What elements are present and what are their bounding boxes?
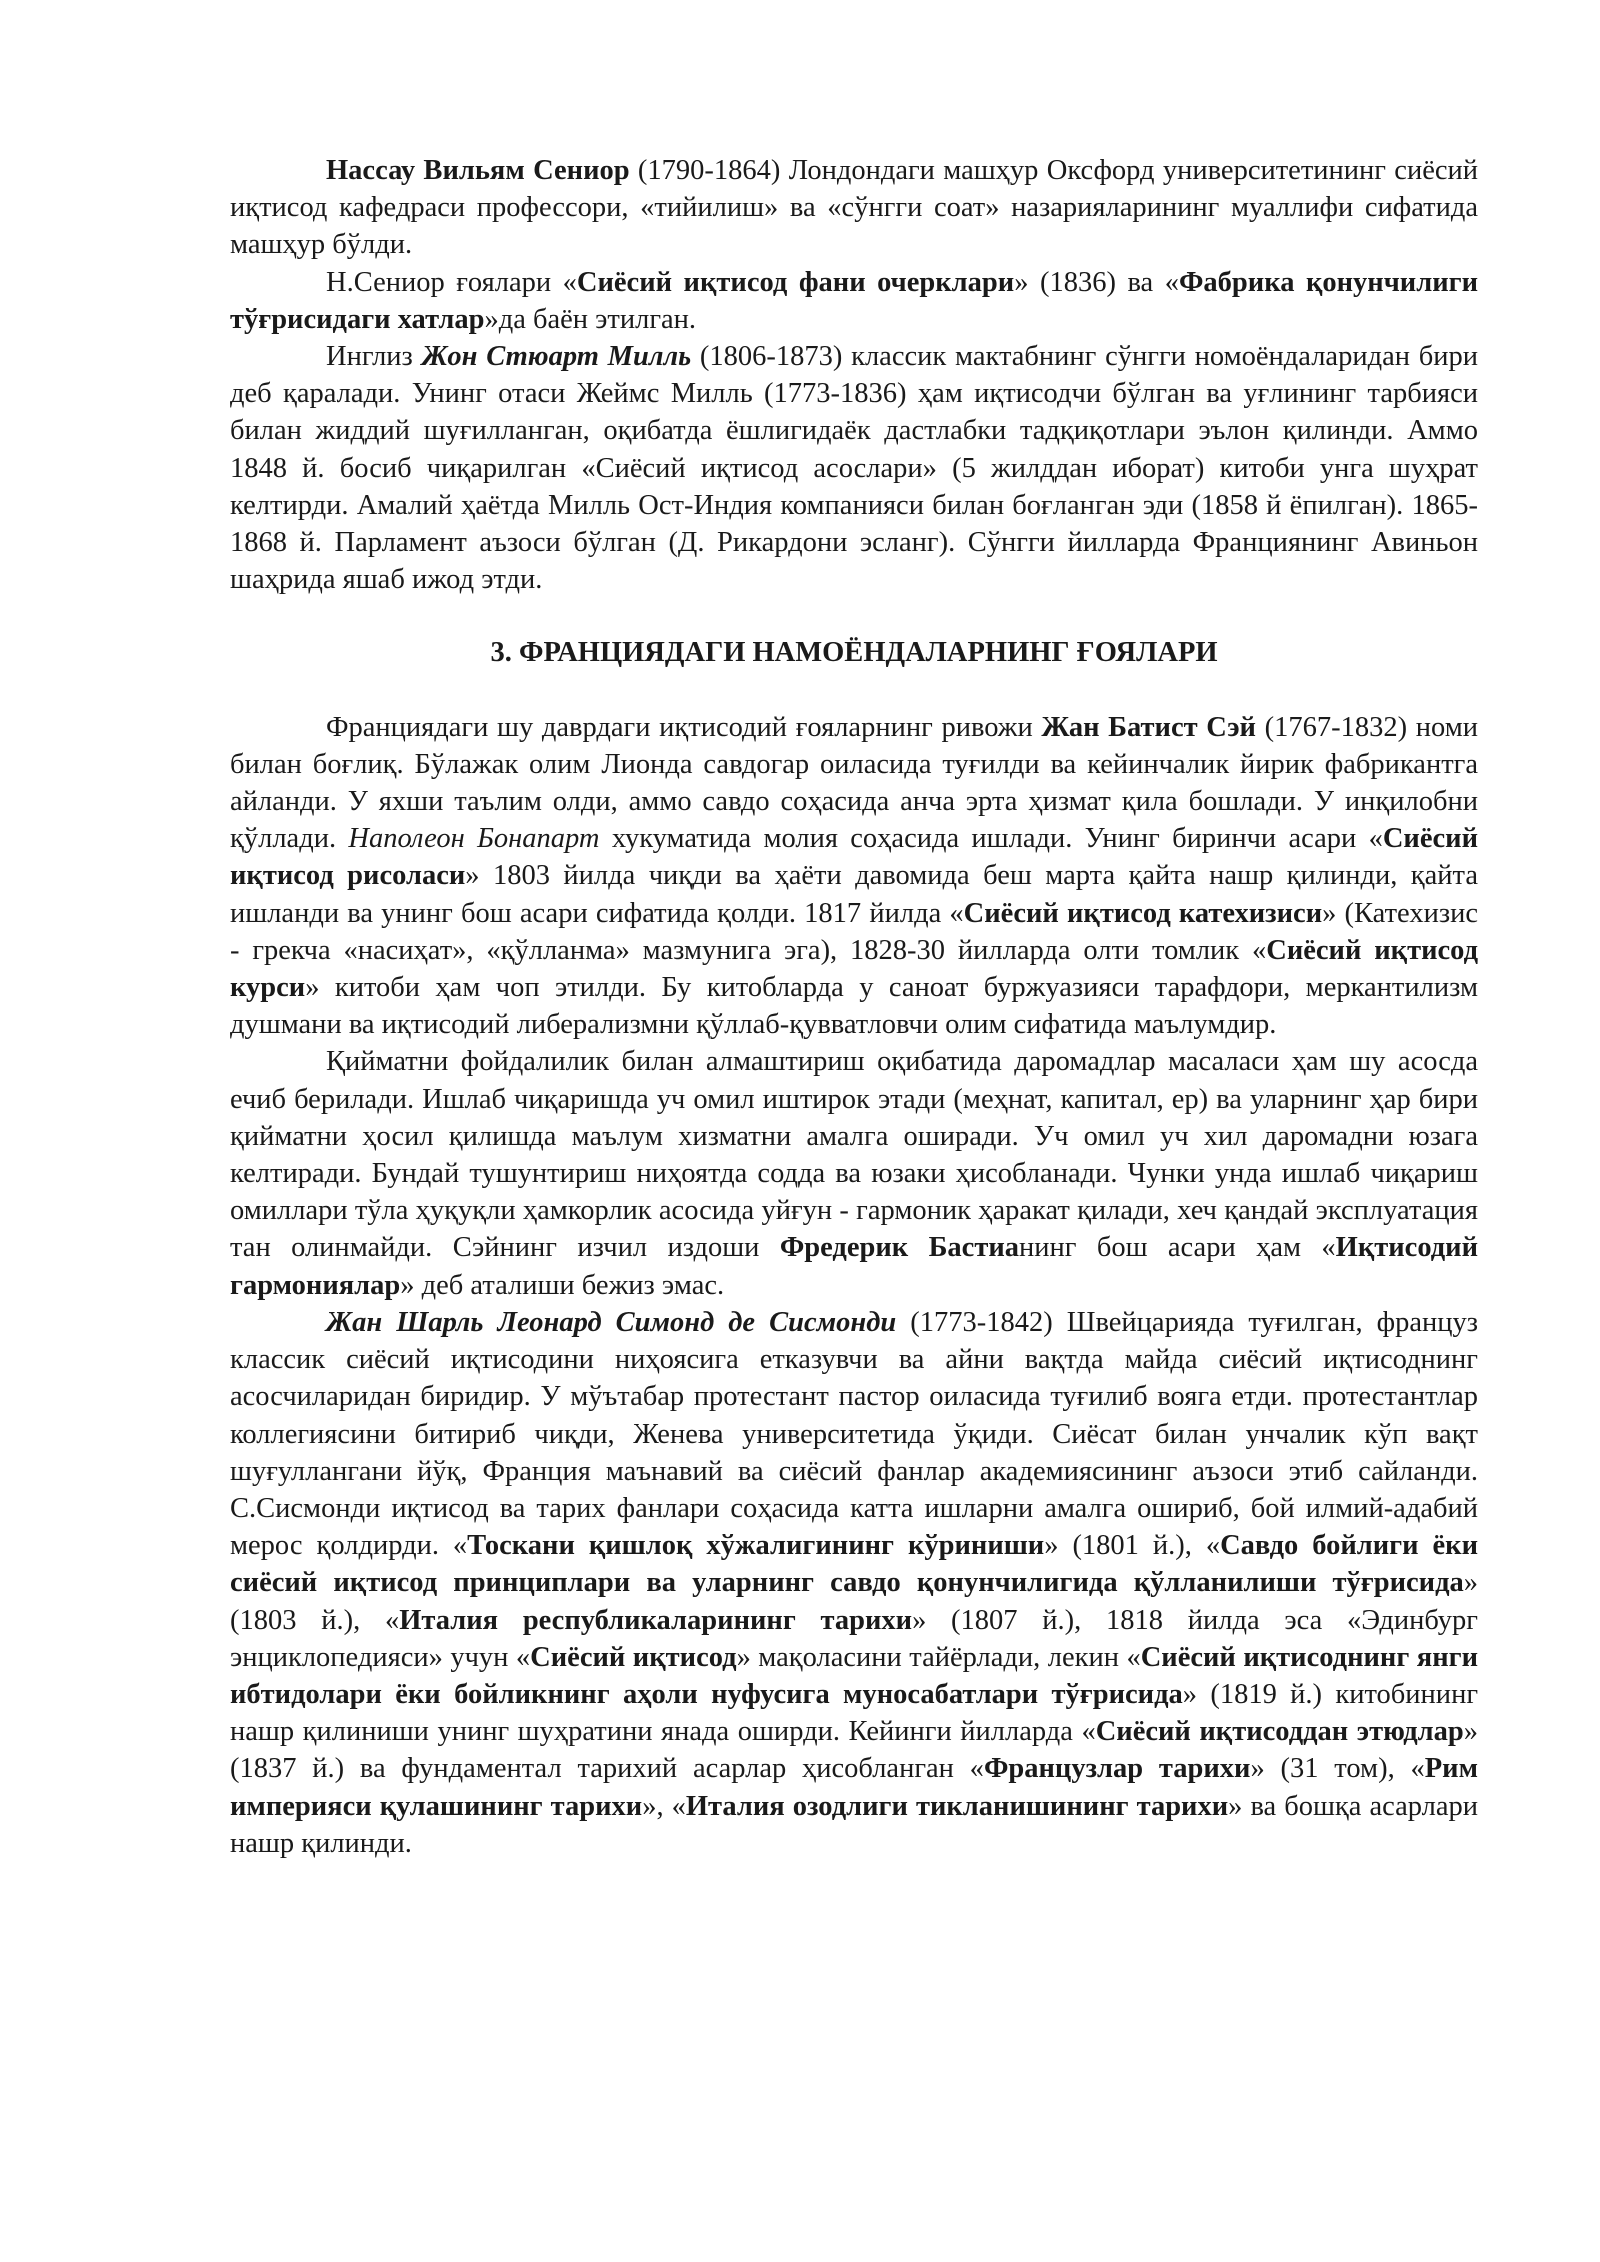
paragraph-p1 bbox=[230, 152, 1478, 264]
body-text: хукуматида молия соҳасида ишлади. Унинг биринчи асари « bbox=[599, 823, 1383, 855]
bold-term: Италия озодлиги тикланишининг тарихи bbox=[685, 1790, 1229, 1822]
body-text: » китоби ҳам чоп этилди. Бу китобларда у саноат буржуазияси тарафдори, меркантилизм душмани ва иқтисодий либерализмни қўллаб-қувватловчи олим сифатида маълумдир. bbox=[230, 972, 1478, 1041]
document-page bbox=[230, 152, 1478, 1862]
bold-term: Иқтисодий гармониялар bbox=[230, 1232, 1479, 1301]
body-text: Инглиз bbox=[326, 341, 422, 373]
section-heading: 3. ФРАНЦИЯДАГИ НАМОЁНДАЛАРНИНГ ҒОЯЛАРИ bbox=[490, 637, 1218, 669]
bold-italic-name bbox=[326, 1307, 896, 1338]
body-text: » (1837 й.) ва фундаментал тарихий асарлар ҳисобланган « bbox=[230, 1716, 1478, 1785]
paragraph-p2 bbox=[230, 264, 1478, 338]
bold-term: Сиёсий иқтисод рисоласи bbox=[230, 823, 1478, 892]
bold-term: Сиёсий иқтисод bbox=[530, 1641, 737, 1673]
emphasis-text: Жон Стюарт Милль bbox=[421, 341, 692, 373]
emphasis-text: Жан Шарль Леонард Симонд де Сисмонди bbox=[326, 1306, 897, 1338]
bold-term: Фабрика қонунчилиги тўғрисидаги хатлар bbox=[230, 266, 1478, 335]
body-text: » (Катехизис - грекча «насиҳат», «қўлланма» мазмунига эга), 1828-30 йилларда олти томлик « bbox=[230, 897, 1478, 966]
body-text: » (1803 й.), « bbox=[230, 1567, 1478, 1636]
bold-term: Сиёсий иқтисод фани очерклари bbox=[576, 266, 1015, 298]
body-text: нинг бош асари ҳам « bbox=[1019, 1232, 1336, 1264]
paragraph-p4 bbox=[230, 709, 1478, 1044]
body-text: » (1801 й.), « bbox=[1044, 1530, 1221, 1562]
body-text: » (1807 й.), 1818 йилда эса «Эдинбург энциклопедияси» учун « bbox=[230, 1604, 1478, 1673]
paragraph-p5 bbox=[230, 1043, 1478, 1303]
body-text: » ва бошқа асарлари нашр қилинди. bbox=[230, 1790, 1479, 1859]
body-text: (1767-1832) номи билан боғлиқ. Бўлажак олим Лионда савдогар оиласида туғилди ва кейинчалик йирик фабрикантга айланди. У яхши таълим олди, аммо савдо соҳасида анча эрта ҳизмат қила бошлади. У инқилобни қўллади. bbox=[230, 711, 1479, 855]
bold-term: Рим империяси қулашининг тарихи bbox=[230, 1753, 1478, 1822]
bold-term: Италия республикаларининг тарихи bbox=[399, 1604, 913, 1636]
body-text: (1773-1842) Швейцарияда туғилган, француз классик сиёсий иқтисодини ниҳоясига етказувчи ва айни вақтда майда сиёсий иқтисоднинг асосчиларидан биридир. У мўътабар протестант пастор оиласида туғилиб вояга етди. протестантлар коллегиясини битириб чиқди, Женева университетида ўқиди. Сиёсат билан унчалик кўп вақт шуғуллангани йўқ, Франция маънавий ва сиёсий фанлар академиясининг аъзоси этиб сайланди. С.Сисмонди иқтисод ва тарих фанлари соҳасида катта ишларни амалга ошириб, бой илмий-адабий мерос қолдирди. « bbox=[230, 1306, 1478, 1562]
paragraph-p6 bbox=[230, 1304, 1478, 1862]
bold-term: Жан Батист Сэй bbox=[1041, 711, 1256, 743]
bold-term: Сиёсий иқтисоднинг янги ибтидолари ёки бойликнинг аҳоли нуфусига муносабатлари тўғрисида bbox=[230, 1641, 1478, 1710]
body-text: »да баён этилган. bbox=[484, 303, 697, 335]
bold-term: Сиёсий иқтисод катехизиси bbox=[963, 897, 1323, 929]
bold-italic-name bbox=[422, 341, 692, 372]
body-text: » (1836) ва « bbox=[1014, 266, 1179, 298]
body-text: Н.Сениор ғоялари « bbox=[326, 266, 577, 298]
bold-term: Фредерик Бастиа bbox=[779, 1232, 1019, 1264]
body-text: » деб аталиши бежиз эмас. bbox=[400, 1269, 725, 1301]
bold-term: Тоскани қишлоқ хўжалигининг кўриниши bbox=[467, 1530, 1045, 1562]
body-text: » (31 том), « bbox=[1250, 1753, 1425, 1785]
bold-term: Нассау Вильям Сениор bbox=[326, 155, 630, 186]
bold-term: Сиёсий иқтисод курси bbox=[230, 934, 1479, 1004]
bold-term: Французлар тарихи bbox=[983, 1753, 1251, 1785]
body-text: Франциядаги шу даврдаги иқтисодий ғояларнинг ривожи bbox=[326, 711, 1042, 743]
paragraph-p3 bbox=[230, 338, 1478, 598]
bold-term: Сиёсий иқтисоддан этюдлар bbox=[1095, 1716, 1464, 1748]
body-text: », « bbox=[642, 1790, 686, 1822]
body-text: (1806-1873) классик мактабнинг сўнгги номоёндаларидан бири деб қаралади. Унинг отаси Жеймс Милль (1773-1836) ҳам иқтисодчи бўлган ва уғлининг тарбияси билан жиддий шуғилланган, оқибатда ёшлигидаёк дастлабки тадқиқотлари эълон қилинди. Аммо 1848 й. босиб чиқарилган «Сиёсий иқтисод асослари» (5 жилддан иборат) китоби унга шуҳрат келтирди. Амалий ҳаётда Милль Ост-Индия компанияси билан боғланган эди (1858 й ёпилган). 1865-1868 й. Парламент аъзоси бўлган (Д. Рикардони эсланг). Сўнгги йилларда Франциянинг Авиньон шаҳрида яшаб ижод этди. bbox=[230, 341, 1478, 596]
body-text: » мақоласини тайёрлади, лекин « bbox=[736, 1641, 1141, 1673]
italic-name: Наполеон Бонапарт bbox=[348, 823, 600, 855]
body-text: (1790-1864) Лондондаги машҳур Оксфорд университетининг сиёсий иқтисод кафедраси профессори, «тийилиш» ва «сўнгги соат» назарияларининг муаллифи сифатида машҳур бўлди. bbox=[230, 155, 1478, 261]
body-text: » 1803 йилда чиқди ва ҳаёти давомида беш марта қайта нашр қилинди, қайта ишланди ва унинг бош асари сифатида қолди. 1817 йилда « bbox=[230, 860, 1478, 929]
body-text: Қийматни фойдалилик билан алмаштириш оқибатида даромадлар масаласи ҳам шу асосда ечиб берилади. Ишлаб чиқаришда уч омил иштирок этади (меҳнат, капитал, ер) ва уларнинг ҳар бири қийматни ҳосил қилишда маълум хизматни амалга оширади. Уч омил уч хил даромадни юзага келтиради. Бундай тушунтириш ниҳоятда содда ва юзаки ҳисобланади. Чунки унда ишлаб чиқариш омиллари тўла ҳуқуқли ҳамкорлик асосида уйғун - гармоник ҳаракат қилади, хеч қандай эксплуатация тан олинмайди. Сэйнинг изчил издоши bbox=[230, 1046, 1478, 1264]
body-text: » (1819 й.) китобининг нашр қилиниши унинг шуҳратини янада оширди. Кейинги йилларда « bbox=[230, 1678, 1479, 1748]
bold-term: Савдо бойлиги ёки сиёсий иқтисод принциплари ва уларнинг савдо қонунчилигида қўлланилиши тўғрисида bbox=[230, 1530, 1478, 1599]
